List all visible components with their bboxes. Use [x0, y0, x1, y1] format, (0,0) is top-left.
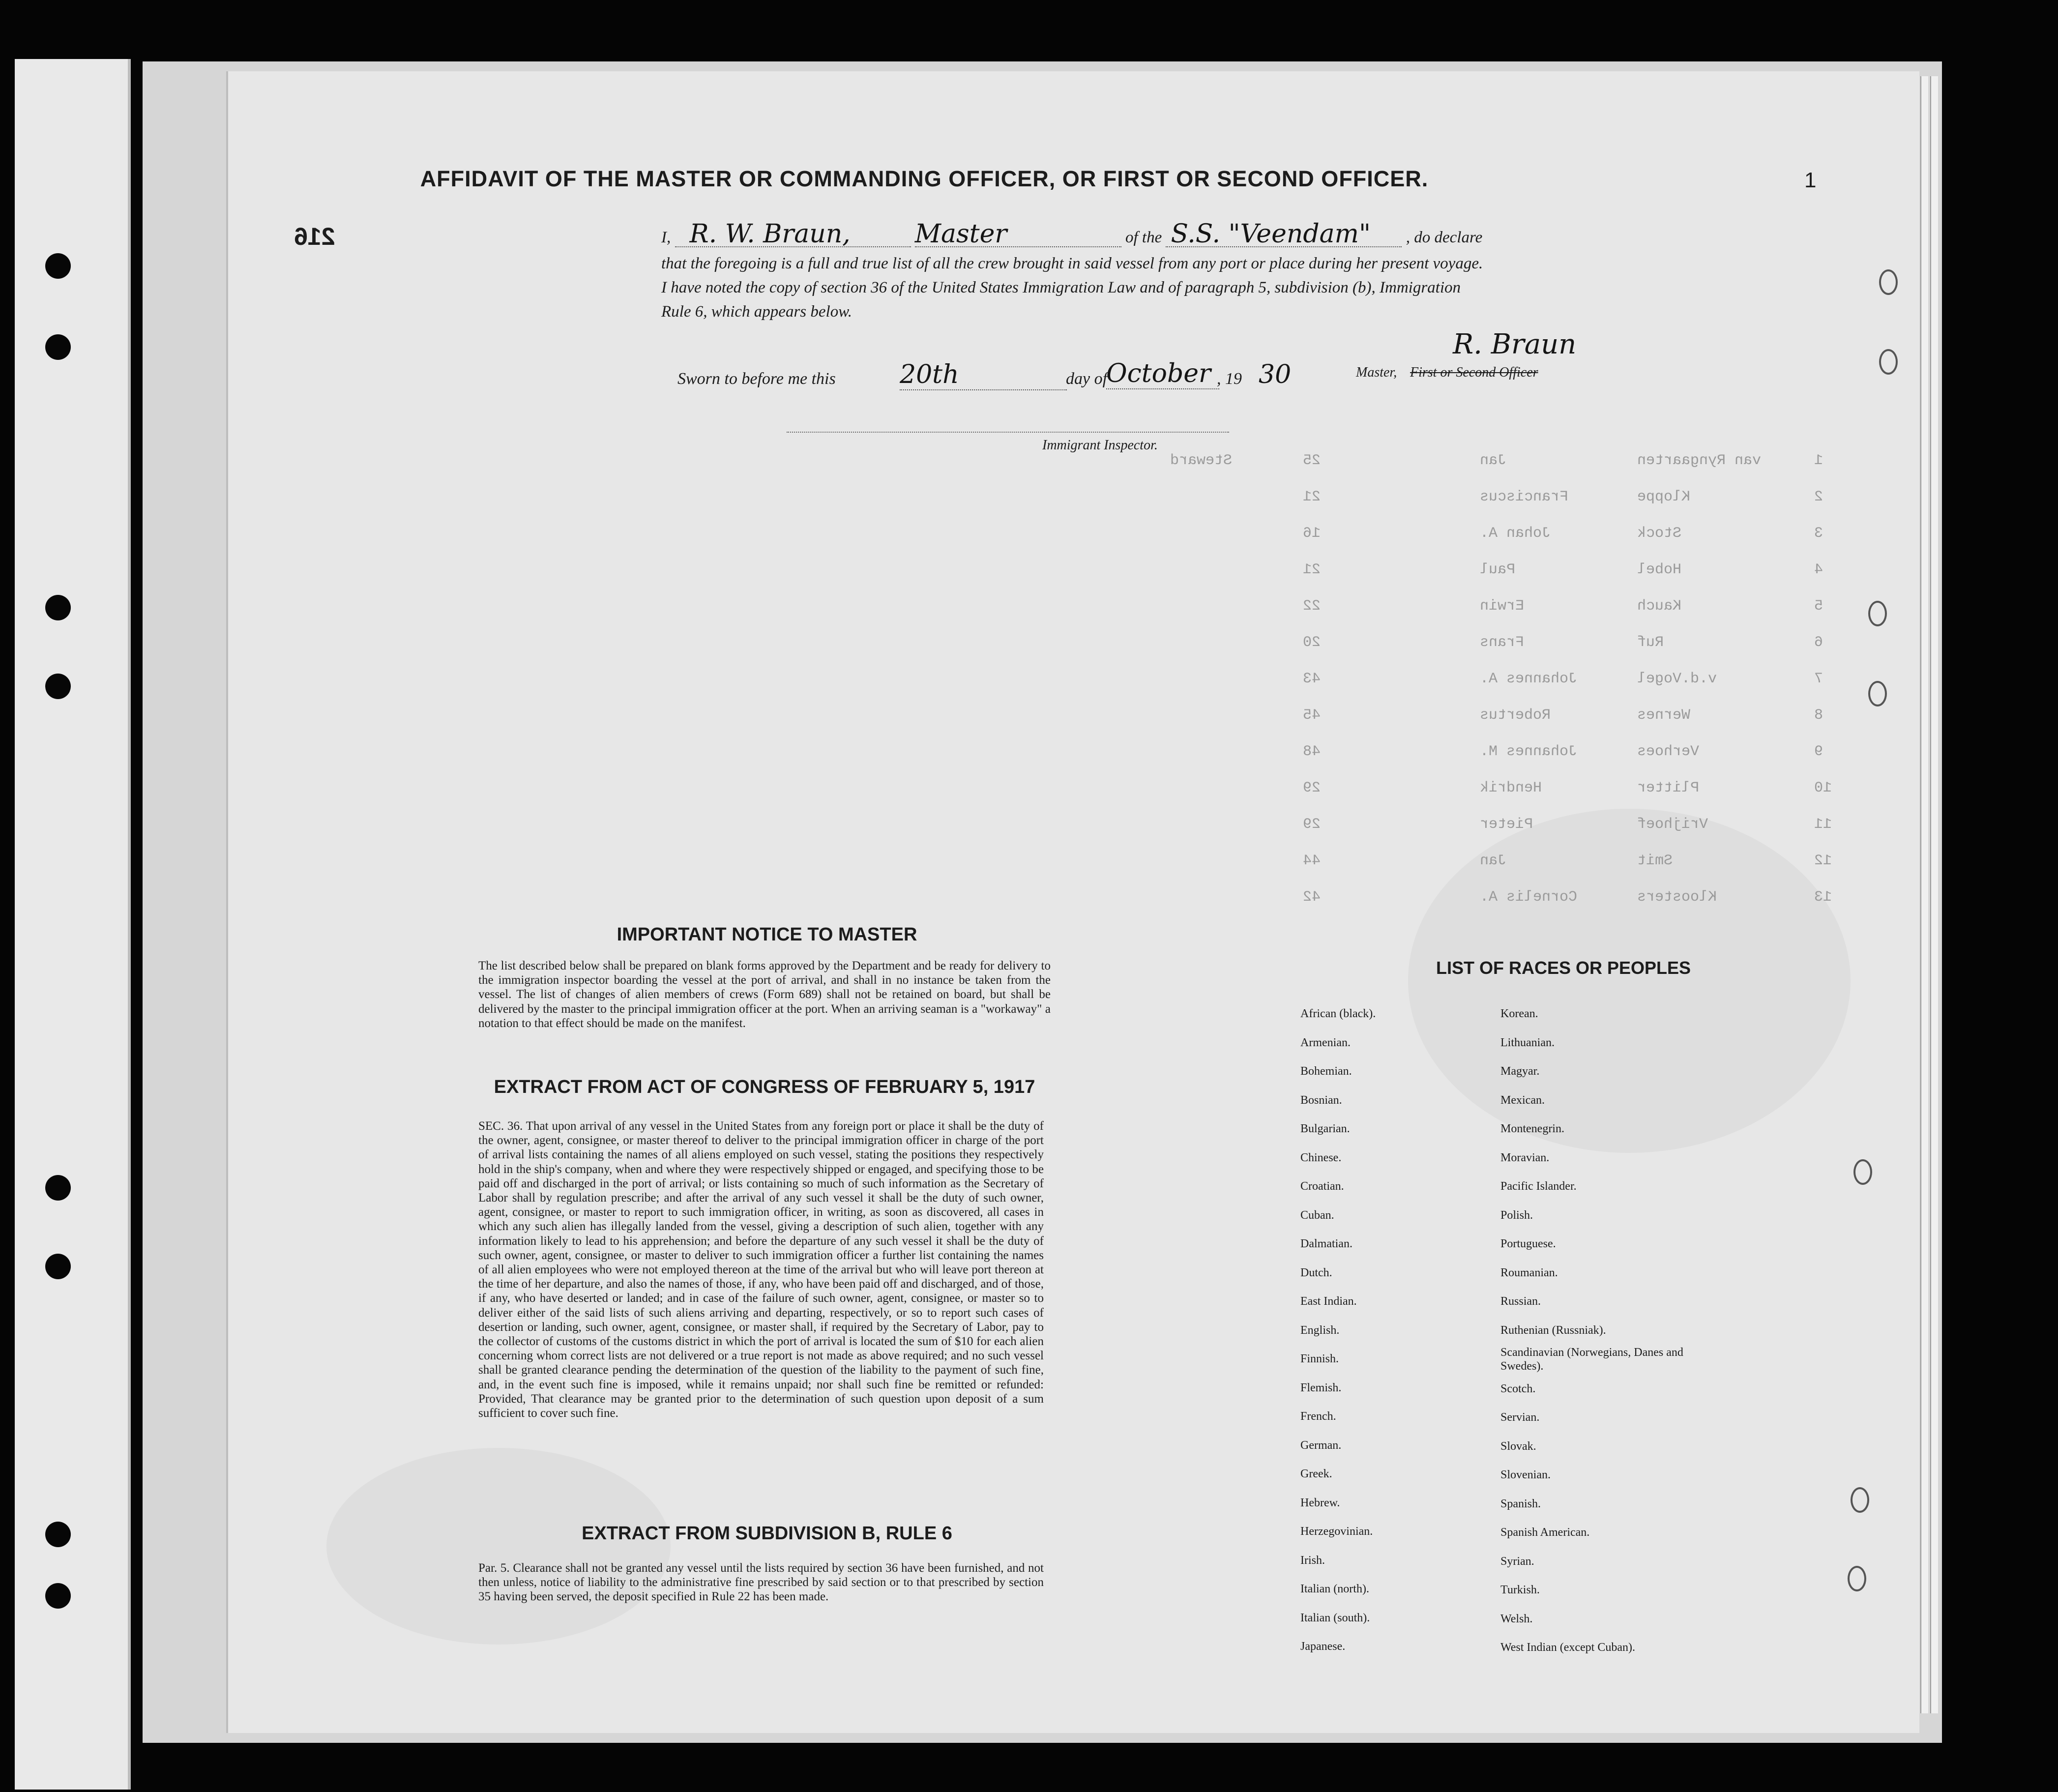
- punch-hole: [45, 595, 71, 620]
- ghost-cell-given: Johannes M.: [1480, 743, 1578, 760]
- ghost-cell-no: 13: [1814, 889, 1832, 906]
- ghost-cell-no: 8: [1814, 707, 1823, 724]
- race-item: African (black).: [1300, 1007, 1376, 1020]
- race-item: Spanish American.: [1500, 1526, 1590, 1539]
- race-item: Montenegrin.: [1500, 1122, 1564, 1135]
- ghost-cell-given: Robertus: [1480, 707, 1551, 724]
- ghost-cell-surname: Kloosters: [1637, 889, 1717, 906]
- ghost-cell-given: Erwin: [1480, 598, 1525, 615]
- ghost-cell-given: Jan: [1480, 852, 1507, 869]
- inspector-label: Immigrant Inspector.: [1042, 438, 1158, 453]
- page-number: 1: [1804, 168, 1817, 192]
- ghost-cell-age: 25: [1303, 452, 1321, 469]
- ghost-cell-surname: Plitter: [1637, 780, 1700, 796]
- ghost-cell-surname: Wernes: [1637, 707, 1691, 724]
- races-left-column: [1300, 999, 1497, 1661]
- ghost-cell-surname: Hobel: [1637, 561, 1682, 578]
- punch-hole: [45, 334, 71, 360]
- race-item: Scotch.: [1500, 1382, 1536, 1395]
- race-item: Russian.: [1500, 1295, 1541, 1308]
- punch-hole: [45, 1254, 71, 1279]
- stamp-number: 216: [294, 223, 335, 250]
- binder-strip: [15, 59, 131, 1790]
- inspector-line: [787, 432, 1229, 433]
- race-item: Polish.: [1500, 1208, 1533, 1222]
- extract-act-body: SEC. 36. That upon arrival of any vessel in the United States from any foreign port or place it shall be the duty of the owner, agent, consignee, or master thereof to deliver to the principal immigration officer in charge of the port of arrival lists containing the names of all aliens employed on such vessel, stating the positions they respectively hold in the ship's company, when and where they were respectively shipped or engaged, and specifying those to be paid off and discharged in the port of arrival; or lists containing so much of such information as the Secretary of Labor shall by regulation prescribe; and after the arrival of any such vessel it shall be the duty of such owner, agent, consignee, or master to report to such immigration officer, in writing, as soon as discovered, all cases in which any such alien has illegally landed from the vessel, giving a description of such alien, together with any information likely to lead to his apprehension; and before the departure of any such vessel it shall be the duty of such owner, agent, consignee, or master to deliver to such immigration officer a further list containing the names of all alien employees who were not employed thereon at the time of the arrival but who will leave port thereon at the time of her departure, and also the names of those, if any, who have been paid off and discharged, and of those, if any, who have deserted or landed; and in case of the failure of such owner, agent, consignee, or master so to deliver either of the said lists of such aliens arriving and departing, respectively, or so to report such cases of desertion or landing, such owner, agent, consignee, or master shall, if required by the Secretary of Labor, pay to the collector of customs of the customs district in which the port of arrival is located the sum of $10 for each alien concerning whom correct lists are not delivered or a true report is not made as above required; and no such vessel shall be granted clearance pending the determination of the question of the liability to the payment of such fine, and, in the event such fine is imposed, while it remains unpaid; nor shall such fine be remitted or refunded: Provided, That clearance may be granted prior to the determination of such question upon deposit of a sum sufficient to cover such fine.: [478, 1119, 1044, 1420]
- ghost-cell-surname: Kauch: [1637, 598, 1682, 615]
- binder-ring-icon: [1868, 681, 1887, 706]
- binder-ring-icon: [1868, 601, 1887, 626]
- sworn-month: October: [1106, 359, 1219, 389]
- binder-ring-icon: [1879, 269, 1898, 295]
- ghost-cell-occupation: Steward: [1170, 452, 1233, 469]
- ghost-cell-given: Johan A.: [1480, 525, 1551, 542]
- ghost-cell-given: Hendrik: [1480, 780, 1542, 796]
- race-item: Slovenian.: [1500, 1469, 1551, 1481]
- punch-hole: [45, 674, 71, 699]
- race-item: Croatian.: [1300, 1180, 1344, 1193]
- race-item: Finnish.: [1300, 1352, 1339, 1365]
- race-item: Spanish.: [1500, 1497, 1541, 1510]
- ghost-cell-age: 48: [1303, 743, 1321, 760]
- ghost-cell-surname: Kloppe: [1637, 489, 1691, 505]
- punch-hole: [45, 253, 71, 279]
- sworn-day: 20th: [900, 360, 1067, 390]
- race-item: Scandinavian (Norwegians, Danes and Swedes).: [1500, 1346, 1683, 1373]
- ghost-cell-age: 16: [1303, 525, 1321, 542]
- declaration-line-2: that the foregoing is a full and true list of all the crew brought in said vessel from any port or place during her present voyage.: [661, 255, 1483, 272]
- of-the-label: of the: [1125, 229, 1162, 246]
- punch-hole: [45, 1522, 71, 1547]
- ghost-cell-no: 2: [1814, 489, 1823, 505]
- race-item: Dutch.: [1300, 1266, 1332, 1279]
- ghost-cell-age: 45: [1303, 707, 1321, 724]
- ghost-cell-no: 1: [1814, 452, 1823, 469]
- races-title: LIST OF RACES OR PEOPLES: [1436, 958, 1691, 978]
- race-item: Armenian.: [1300, 1036, 1351, 1049]
- master-name: R. W. Braun,: [675, 222, 911, 247]
- race-item: Portuguese.: [1500, 1237, 1556, 1250]
- notice-body: The list described below shall be prepared on blank forms approved by the Department and be ready for delivery to the immigration inspector boarding the vessel at the port of arrival, and shall in no instance be taken from the vessel. The list of changes of alien members of crews (Form 689) shall not be retained on board, but shall be delivered by the master to the principal immigration officer at the port. When an arriving seaman is a "workaway" a notation to that effect should be made on the manifest.: [478, 959, 1051, 1030]
- extract-rule-title: EXTRACT FROM SUBDIVISION B, RULE 6: [582, 1523, 952, 1544]
- race-item: Pacific Islander.: [1500, 1180, 1577, 1193]
- punch-hole: [45, 1583, 71, 1609]
- ghost-cell-surname: Verhoes: [1637, 743, 1700, 760]
- binder-ring-icon: [1853, 1159, 1872, 1185]
- race-item: Italian (south).: [1300, 1611, 1370, 1624]
- race-item: Bohemian.: [1300, 1065, 1352, 1078]
- race-item: Hebrew.: [1300, 1496, 1340, 1509]
- vessel-name: S.S. "Veendam": [1166, 222, 1402, 247]
- race-item: Slovak.: [1500, 1439, 1536, 1453]
- race-item: Syrian.: [1500, 1555, 1534, 1568]
- ghost-cell-given: Johannes A.: [1480, 671, 1578, 687]
- ghost-cell-surname: Smit: [1637, 852, 1673, 869]
- page-edge: [1930, 76, 1938, 1713]
- ghost-cell-given: Franciscus: [1480, 489, 1569, 505]
- race-item: German.: [1300, 1439, 1342, 1452]
- declaration-prefix: I,: [661, 229, 671, 246]
- race-item: Cuban.: [1300, 1208, 1334, 1222]
- master-label: Master,: [1356, 365, 1397, 380]
- race-item: Bosnian.: [1300, 1093, 1342, 1107]
- race-item: East Indian.: [1300, 1295, 1357, 1308]
- ghost-cell-no: 10: [1814, 780, 1832, 796]
- race-item: Mexican.: [1500, 1093, 1545, 1107]
- ghost-cell-no: 9: [1814, 743, 1823, 760]
- race-item: Flemish.: [1300, 1381, 1342, 1394]
- race-item: Irish.: [1300, 1554, 1325, 1567]
- race-item: Japanese.: [1300, 1640, 1346, 1653]
- race-item: Bulgarian.: [1300, 1122, 1350, 1135]
- ghost-cell-age: 42: [1303, 889, 1321, 906]
- master-signature: R. Braun: [1453, 328, 1577, 360]
- race-item: Turkish.: [1500, 1584, 1540, 1596]
- race-item: Roumanian.: [1500, 1266, 1558, 1279]
- declaration-line-3: I have noted the copy of section 36 of the United States Immigration Law and of paragraph 5, subdivision (b), Immigration: [661, 279, 1461, 296]
- page-edge: [1920, 76, 1928, 1713]
- race-item: Magyar.: [1500, 1065, 1540, 1078]
- ghost-cell-no: 6: [1814, 634, 1823, 651]
- race-item: Welsh.: [1500, 1612, 1533, 1625]
- sworn-text: Sworn to before me this: [677, 370, 836, 388]
- races-right-column: [1500, 999, 1707, 1662]
- ghost-cell-given: Frans: [1480, 634, 1525, 651]
- year-prefix: , 19: [1217, 370, 1242, 388]
- ghost-cell-surname: van Ryngaarten: [1637, 452, 1762, 469]
- race-item: Lithuanian.: [1500, 1036, 1555, 1049]
- ghost-cell-surname: Ruf: [1637, 634, 1664, 651]
- officer-struck-label: First or Second Officer: [1410, 365, 1538, 380]
- master-rank: Master: [915, 222, 1121, 247]
- do-declare-label: , do declare: [1406, 229, 1483, 246]
- race-item: Dalmatian.: [1300, 1237, 1352, 1250]
- ghost-cell-age: 20: [1303, 634, 1321, 651]
- ghost-cell-surname: v.d.Vogel: [1637, 671, 1717, 687]
- race-item: Italian (north).: [1300, 1583, 1369, 1595]
- race-item: Servian.: [1500, 1411, 1540, 1424]
- race-item: French.: [1300, 1410, 1336, 1423]
- ghost-cell-age: 21: [1303, 489, 1321, 505]
- ghost-cell-given: Cornelis A.: [1480, 889, 1578, 906]
- race-item: Moravian.: [1500, 1151, 1550, 1164]
- ghost-cell-given: Jan: [1480, 452, 1507, 469]
- race-item: Chinese.: [1300, 1151, 1342, 1164]
- page-title: AFFIDAVIT OF THE MASTER OR COMMANDING OFFICER, OR FIRST OR SECOND OFFICER.: [420, 166, 1429, 191]
- sworn-year: 30: [1259, 360, 1292, 389]
- ghost-cell-no: 11: [1814, 816, 1832, 833]
- ghost-cell-age: 22: [1303, 598, 1321, 615]
- ghost-cell-no: 4: [1814, 561, 1823, 578]
- ghost-cell-age: 29: [1303, 816, 1321, 833]
- ghost-cell-no: 3: [1814, 525, 1823, 542]
- race-item: Ruthenian (Russniak).: [1500, 1323, 1606, 1337]
- ghost-cell-no: 12: [1814, 852, 1832, 869]
- race-item: Korean.: [1500, 1007, 1538, 1020]
- ghost-cell-given: Pieter: [1480, 816, 1533, 833]
- ghost-cell-age: 29: [1303, 780, 1321, 796]
- ghost-cell-age: 21: [1303, 561, 1321, 578]
- paper-stain: [326, 1448, 671, 1645]
- race-item: English.: [1300, 1323, 1340, 1337]
- punch-hole: [45, 1175, 71, 1201]
- ghost-cell-surname: Stock: [1637, 525, 1682, 542]
- ghost-cell-no: 5: [1814, 598, 1823, 615]
- ghost-cell-surname: Vrijhoef: [1637, 816, 1708, 833]
- binder-ring-icon: [1848, 1566, 1866, 1591]
- extract-rule-body: Par. 5. Clearance shall not be granted any vessel until the lists required by section 36 have been furnished, and not then unless, notice of liability to the administrative fine prescribed by said section or to that prescribed by section 35 having been served, the deposit specified in Rule 22 has been made.: [478, 1561, 1044, 1604]
- ghost-cell-age: 43: [1303, 671, 1321, 687]
- declaration-line-1: [661, 219, 1620, 252]
- ghost-cell-age: 44: [1303, 852, 1321, 869]
- day-of-label: day of: [1066, 370, 1108, 388]
- race-item: Greek.: [1300, 1468, 1332, 1480]
- race-item: Herzegovinian.: [1300, 1525, 1373, 1538]
- ghost-cell-no: 7: [1814, 671, 1823, 687]
- ghost-cell-given: Paul: [1480, 561, 1516, 578]
- race-item: West Indian (except Cuban).: [1500, 1641, 1635, 1654]
- notice-title: IMPORTANT NOTICE TO MASTER: [617, 924, 917, 945]
- declaration: [661, 219, 1620, 324]
- extract-act-title: EXTRACT FROM ACT OF CONGRESS OF FEBRUARY 5, 1917: [494, 1077, 1035, 1097]
- binder-ring-icon: [1879, 349, 1898, 375]
- declaration-line-4: Rule 6, which appears below.: [661, 303, 853, 321]
- binder-ring-icon: [1851, 1487, 1869, 1513]
